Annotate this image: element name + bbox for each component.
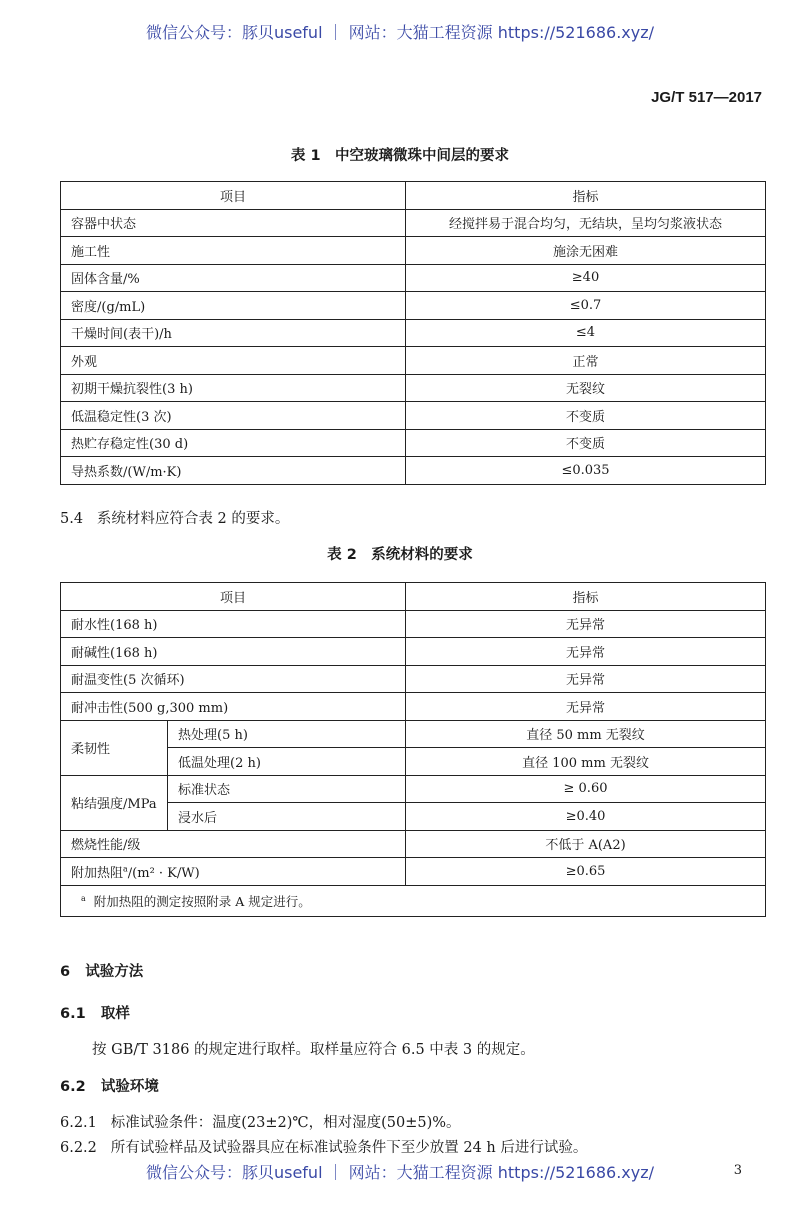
table-row bbox=[61, 237, 766, 265]
row-value: ≥0.40 bbox=[406, 803, 766, 831]
section-6-1-text: 按 GB/T 3186 的规定进行取样。取样量应符合 6.5 中表 3 的规定。 bbox=[92, 1042, 535, 1058]
watermark-bottom: 微信公众号：豚贝useful ｜ 网站：大猫工程资源 https://521686.xyz/ bbox=[145, 1163, 655, 1182]
table-row bbox=[61, 775, 766, 803]
row-value: 不变质 bbox=[406, 402, 766, 430]
row-value: 经搅拌易于混合均匀，无结块，呈均匀浆液状态 bbox=[406, 209, 766, 237]
section-number: 6 bbox=[60, 964, 71, 980]
row-value: ≥0.65 bbox=[406, 858, 766, 886]
table-note bbox=[61, 885, 766, 916]
table-header-row bbox=[61, 182, 766, 210]
row-label: 燃烧性能/级 bbox=[61, 830, 406, 858]
table-row bbox=[61, 638, 766, 666]
table2-caption: 表 2 系统材料的要求 bbox=[327, 547, 473, 563]
table-header-row bbox=[61, 583, 766, 611]
table-row bbox=[61, 720, 766, 748]
row-value: 不低于 A(A2) bbox=[406, 830, 766, 858]
row-value: 无异常 bbox=[406, 638, 766, 666]
row-label: 耐水性(168 h) bbox=[61, 610, 406, 638]
row-value: 直径 100 mm 无裂纹 bbox=[406, 748, 766, 776]
section-title: 取样 bbox=[100, 1006, 130, 1022]
table-row bbox=[61, 209, 766, 237]
row-label: 初期干燥抗裂性(3 h) bbox=[61, 374, 406, 402]
column-header-value: 指标 bbox=[406, 583, 766, 611]
table-row bbox=[61, 858, 766, 886]
section-6-2-heading bbox=[60, 1075, 159, 1096]
column-header-item: 项目 bbox=[61, 583, 406, 611]
row-value: 不变质 bbox=[406, 429, 766, 457]
row-value: ≤4 bbox=[406, 319, 766, 347]
row-label: 施工性 bbox=[61, 237, 406, 265]
standard-code: JG/T 517—2017 bbox=[651, 89, 762, 106]
table-row bbox=[61, 830, 766, 858]
sub-label: 低温处理(2 h) bbox=[168, 748, 406, 776]
section-6-heading bbox=[60, 960, 143, 981]
row-value: 无异常 bbox=[406, 610, 766, 638]
row-value: 直径 50 mm 无裂纹 bbox=[406, 720, 766, 748]
row-value: 无异常 bbox=[406, 693, 766, 721]
row-label: 干燥时间(表干)/h bbox=[61, 319, 406, 347]
table-row bbox=[61, 319, 766, 347]
row-value: 无裂纹 bbox=[406, 374, 766, 402]
clause-5-4 bbox=[60, 507, 289, 528]
clause-number: 6.2.1 bbox=[60, 1115, 97, 1131]
table-row bbox=[61, 429, 766, 457]
clause-text: 所有试验样品及试验器具应在标准试验条件下至少放置 24 h 后进行试验。 bbox=[110, 1140, 588, 1156]
footnote-marker: a bbox=[81, 893, 86, 903]
row-label: 耐冲击性(500 g,300 mm) bbox=[61, 693, 406, 721]
clause-text: 标准试验条件：温度(23±2)℃，相对湿度(50±5)%。 bbox=[110, 1115, 461, 1131]
section-6-1-heading bbox=[60, 1002, 130, 1023]
section-6-2-2 bbox=[60, 1136, 587, 1157]
row-value: 施涂无困难 bbox=[406, 237, 766, 265]
page-number: 3 bbox=[733, 1163, 742, 1178]
row-value: ≥40 bbox=[406, 264, 766, 292]
table-row bbox=[61, 402, 766, 430]
label-unit: /(m² · K/W) bbox=[127, 865, 200, 881]
section-number: 6.1 bbox=[60, 1006, 86, 1022]
row-value: 无异常 bbox=[406, 665, 766, 693]
sub-label: 浸水后 bbox=[168, 803, 406, 831]
row-value: ≥ 0.60 bbox=[406, 775, 766, 803]
table-row bbox=[61, 693, 766, 721]
section-title: 试验环境 bbox=[100, 1079, 159, 1095]
column-header-item: 项目 bbox=[61, 182, 406, 210]
clause-number: 5.4 bbox=[60, 511, 84, 527]
bond-strength-label: 粘结强度/MPa bbox=[61, 775, 168, 830]
row-label bbox=[61, 858, 406, 886]
row-label: 热贮存稳定性(30 d) bbox=[61, 429, 406, 457]
column-header-value: 指标 bbox=[406, 182, 766, 210]
footnote-marker: a bbox=[123, 864, 128, 874]
section-6-2-1 bbox=[60, 1111, 461, 1132]
table1-caption: 表 1 中空玻璃微珠中间层的要求 bbox=[290, 148, 510, 164]
row-label: 容器中状态 bbox=[61, 209, 406, 237]
clause-text: 系统材料应符合表 2 的要求。 bbox=[96, 511, 290, 527]
table-row bbox=[61, 347, 766, 375]
table-note-row bbox=[61, 885, 766, 916]
table-row bbox=[61, 665, 766, 693]
table-row bbox=[61, 610, 766, 638]
row-value: ≤0.035 bbox=[406, 457, 766, 485]
row-label: 外观 bbox=[61, 347, 406, 375]
row-value: ≤0.7 bbox=[406, 292, 766, 320]
row-value: 正常 bbox=[406, 347, 766, 375]
label-text: 附加热阻 bbox=[71, 865, 124, 881]
note-text: 附加热阻的测定按照附录 A 规定进行。 bbox=[93, 893, 311, 909]
row-label: 密度/(g/mL) bbox=[61, 292, 406, 320]
row-label: 耐温变性(5 次循环) bbox=[61, 665, 406, 693]
section-title: 试验方法 bbox=[85, 964, 144, 980]
sub-label: 热处理(5 h) bbox=[168, 720, 406, 748]
watermark-top: 微信公众号：豚贝useful ｜ 网站：大猫工程资源 https://521686.xyz/ bbox=[145, 23, 655, 42]
row-label: 低温稳定性(3 次) bbox=[61, 402, 406, 430]
clause-number: 6.2.2 bbox=[60, 1140, 97, 1156]
row-label: 固体含量/% bbox=[61, 264, 406, 292]
table-row bbox=[61, 374, 766, 402]
table-row bbox=[61, 264, 766, 292]
flexibility-label: 柔韧性 bbox=[61, 720, 168, 775]
section-number: 6.2 bbox=[60, 1079, 86, 1095]
table1 bbox=[60, 181, 766, 485]
sub-label: 标准状态 bbox=[168, 775, 406, 803]
table2 bbox=[60, 582, 766, 917]
table-row bbox=[61, 292, 766, 320]
table-row bbox=[61, 457, 766, 485]
row-label: 耐碱性(168 h) bbox=[61, 638, 406, 666]
row-label: 导热系数/(W/m·K) bbox=[61, 457, 406, 485]
